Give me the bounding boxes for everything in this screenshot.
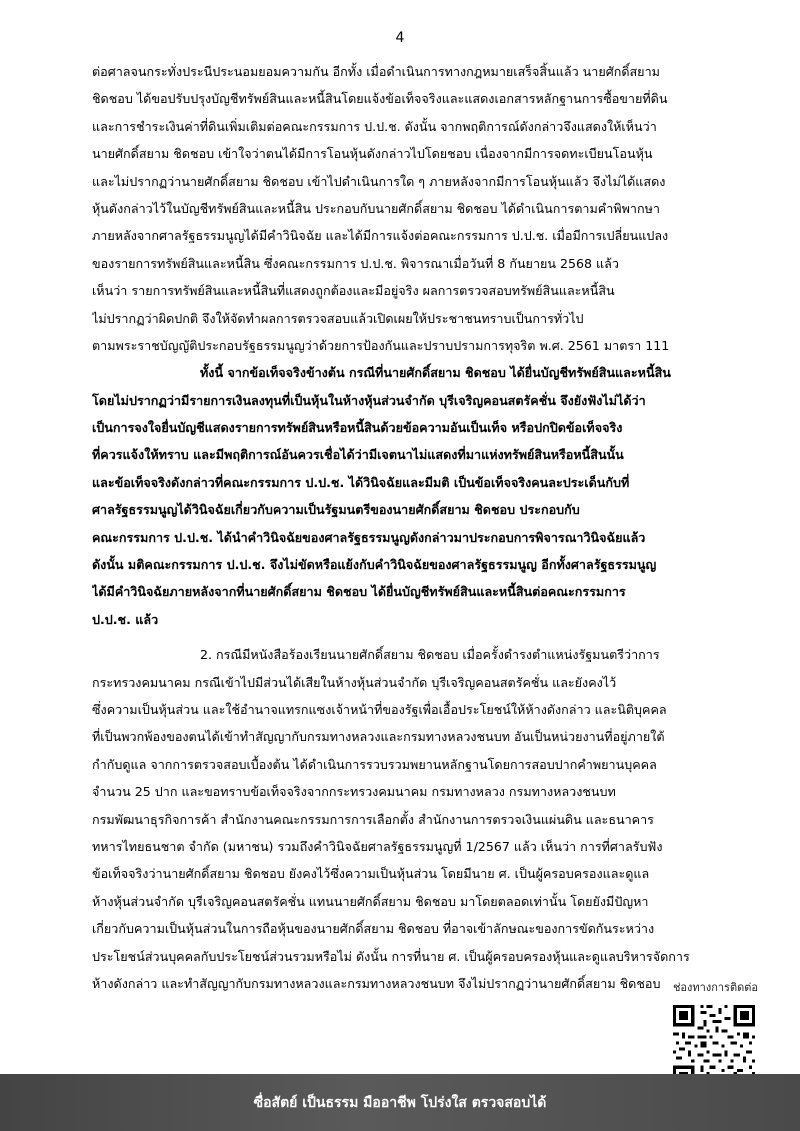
text-line: นายศักดิ์สยาม ชิดชอบ เข้าใจว่าตนได้มีการโอนหุ้นดังกล่าวไปโดยชอบ เนื่องจากมีการจดทะเบียนโอนหุ้น [92, 146, 653, 162]
text-line: โดยไม่ปรากฏว่ามีรายการเงินลงทุนที่เป็นหุ้นในห้างหุ้นส่วนจำกัด บุรีเจริญคอนสตรัคชั่น จึงยังฟังไม่ได้ว่า [92, 392, 646, 408]
text-line: ประโยชน์ส่วนบุคคลกับประโยชน์ส่วนรวมหรือไม่ ดังนั้น การที่นาย ศ. เป็นผู้ครอบครองหุ้นและดูแลบริหารจัดการ [92, 948, 690, 964]
text-line: และการชำระเงินค่าที่ดินเพิ่มเติมต่อคณะกรรมการ ป.ป.ช. ดังนั้น จากพฤติการณ์ดังกล่าวจึงแสดงให้เห็นว่า [92, 118, 657, 134]
text-line: กรมพัฒนาธุรกิจการค้า สำนักงานคณะกรรมการการเลือกตั้ง สำนักงานการตรวจเงินแผ่นดิน และธนาคาร [92, 811, 654, 827]
text-line: เกี่ยวกับความเป็นหุ้นส่วนในการถือหุ้นของนายศักดิ์สยาม ชิดชอบ ที่อาจเข้าลักษณะของการขัดกันระหว่าง [92, 921, 655, 937]
text-line: ข้อเท็จจริงว่านายศักดิ์สยาม ชิดชอบ ยังคงไว้ซึ่งความเป็นหุ้นส่วน โดยมีนาย ศ. เป็นผู้ครอบครองและดูแล [92, 866, 650, 882]
text-line: เห็นว่า รายการทรัพย์สินและหนี้สินที่แสดงถูกต้องและมีอยู่จริง ผลการตรวจสอบทรัพย์สินและหนี้สิน [92, 283, 615, 299]
contact-label: ช่องทางการติดต่อ [672, 981, 758, 994]
text-line: ห้างดังกล่าว และทำสัญญากับกรมทางหลวงและกรมทางหลวงชนบท จึงไม่ปรากฏว่านายศักดิ์สยาม ชิดชอบ [92, 975, 661, 991]
text-line: จำนวน 25 ปาก และขอทราบข้อเท็จจริงจากกระทรวงคมนาคม กรมทางหลวง กรมทางหลวงชนบท [92, 784, 616, 800]
document-body [92, 58, 708, 997]
text-line: ทหารไทยธนชาต จำกัด (มหาชน) รวมถึงคำวินิจฉัยศาลรัฐธรรมนูญที่ 1/2567 แล้ว เห็นว่า การที่ศาลรับฟัง [92, 838, 663, 854]
text-line: ห้างหุ้นส่วนจำกัด บุรีเจริญคอนสตรัคชั่น แทนนายศักดิ์สยาม ชิดชอบ มาโดยตลอดเท่านั้น โดยยังมีปัญหา [92, 893, 649, 909]
paragraph-3 [92, 641, 708, 997]
paragraph-1 [92, 58, 708, 359]
text-line: ของรายการทรัพย์สินและหนี้สิน ซึ่งคณะกรรมการ ป.ป.ช. พิจารณาเมื่อวันที่ 8 กันยายน 2568 แล้ว [92, 255, 619, 271]
text-line: ดังนั้น มติคณะกรรมการ ป.ป.ช. จึงไม่ขัดหรือแย้งกับคำวินิจฉัยของศาลรัฐธรรมนูญ อีกทั้งศาลรัฐธรรมนูญ [92, 557, 657, 573]
text-line: ได้มีคำวินิจฉัยภายหลังจากที่นายศักดิ์สยาม ชิดชอบ ได้ยื่นบัญชีทรัพย์สินและหนี้สินต่อคณะกรรมการ [92, 584, 626, 600]
footer-slogan: ซื่อสัตย์ เป็นธรรม มืออาชีพ โปร่งใส ตรวจสอบได้ [253, 1095, 547, 1111]
text-line: ภายหลังจากศาลรัฐธรรมนูญได้มีคำวินิจฉัย และได้มีการแจ้งต่อคณะกรรมการ ป.ป.ช. เมื่อมีการเปลี่ยนแปลง [92, 228, 669, 244]
text-line: ศาลรัฐธรรมนูญได้วินิจฉัยเกี่ยวกับความเป็นรัฐมนตรีของนายศักดิ์สยาม ชิดชอบ ประกอบกับ [92, 502, 580, 518]
page-number: 4 [395, 30, 405, 46]
text-line: ตามพระราชบัญญัติประกอบรัฐธรรมนูญว่าด้วยการป้องกันและปราบปรามการทุจริต พ.ศ. 2561 มาตรา 111 [92, 337, 670, 353]
text-line: ไม่ปรากฏว่าผิดปกติ จึงให้จัดทำผลการตรวจสอบแล้วเปิดเผยให้ประชาชนทราบเป็นการทั่วไป [92, 310, 584, 326]
text-line: ซึ่งความเป็นหุ้นส่วน และใช้อำนาจแทรกแซงเจ้าหน้าที่ของรัฐเพื่อเอื้อประโยชน์ให้ห้างดังกล่าว และนิติบุคคล [92, 701, 667, 717]
text-line: และไม่ปรากฏว่านายศักดิ์สยาม ชิดชอบ เข้าไปดำเนินการใด ๆ ภายหลังจากมีการโอนหุ้นแล้ว จึงไม่ได้แสดง [92, 173, 666, 189]
text-line: ป.ป.ช. แล้ว [92, 611, 159, 627]
text-line: 2. กรณีมีหนังสือร้องเรียนนายศักดิ์สยาม ชิดชอบ เมื่อครั้งดำรงตำแหน่งรัฐมนตรีว่าการ [200, 647, 660, 663]
text-line: หุ้นดังกล่าวไว้ในบัญชีทรัพย์สินและหนี้สิน ประกอบกับนายศักดิ์สยาม ชิดชอบ ได้ดำเนินการตามคำพิพากษา [92, 200, 660, 216]
text-line: ต่อศาลจนกระทั่งประนีประนอมยอมความกัน อีกทั้ง เมื่อดำเนินการทางกฎหมายเสร็จสิ้นแล้ว นายศักดิ์สยาม [92, 64, 660, 79]
text-line: และข้อเท็จจริงดังกล่าวที่คณะกรรมการ ป.ป.ช. ได้วินิจฉัยและมีมติ เป็นข้อเท็จจริงคนละประเด็นกับที่ [92, 474, 630, 490]
text-line: ที่ควรแจ้งให้ทราบ และมีพฤติการณ์อันควรเชื่อได้ว่ามีเจตนาไม่แสดงที่มาแห่งทรัพย์สินหรือหนี้สินนั้น [92, 447, 624, 463]
text-line: คณะกรรมการ ป.ป.ช. ได้นำคำวินิจฉัยของศาลรัฐธรรมนูญดังกล่าวมาประกอบการพิจารณาวินิจฉัยแล้ว [92, 529, 646, 545]
text-line: เป็นการจงใจยื่นบัญชีแสดงรายการทรัพย์สินหรือหนี้สินด้วยข้อความอันเป็นเท็จ หรือปกปิดข้อเท็จจริง [92, 420, 623, 436]
paragraph-2-bold [92, 359, 708, 633]
text-line: ชิดชอบ ได้ขอปรับปรุงบัญชีทรัพย์สินและหนี้สินโดยแจ้งข้อเท็จจริงและแสดงเอกสารหลักฐานการซื้อขายที่ดิน [92, 91, 668, 107]
footer-bar [0, 1074, 800, 1131]
text-line: ทั้งนี้ จากข้อเท็จจริงข้างต้น กรณีที่นายศักดิ์สยาม ชิดชอบ ได้ยื่นบัญชีทรัพย์สินและหนี้สิน [200, 365, 671, 381]
text-line: กำกับดูแล จากการตรวจสอบเบื้องต้น ได้ดำเนินการรวบรวมพยานหลักฐานโดยการสอบปากคำพยานบุคคล [92, 756, 657, 772]
text-line: กระทรวงคมนาคม กรณีเข้าไปมีส่วนได้เสียในห้างหุ้นส่วนจำกัด บุรีเจริญคอนสตรัคชั่น และยังคงไว้ [92, 674, 617, 690]
text-line: ที่เป็นพวกพ้องของตนได้เข้าทำสัญญากับกรมทางหลวงและกรมทางหลวงชนบท อันเป็นหน่วยงานที่อยู่ภายใต้ [92, 729, 665, 745]
